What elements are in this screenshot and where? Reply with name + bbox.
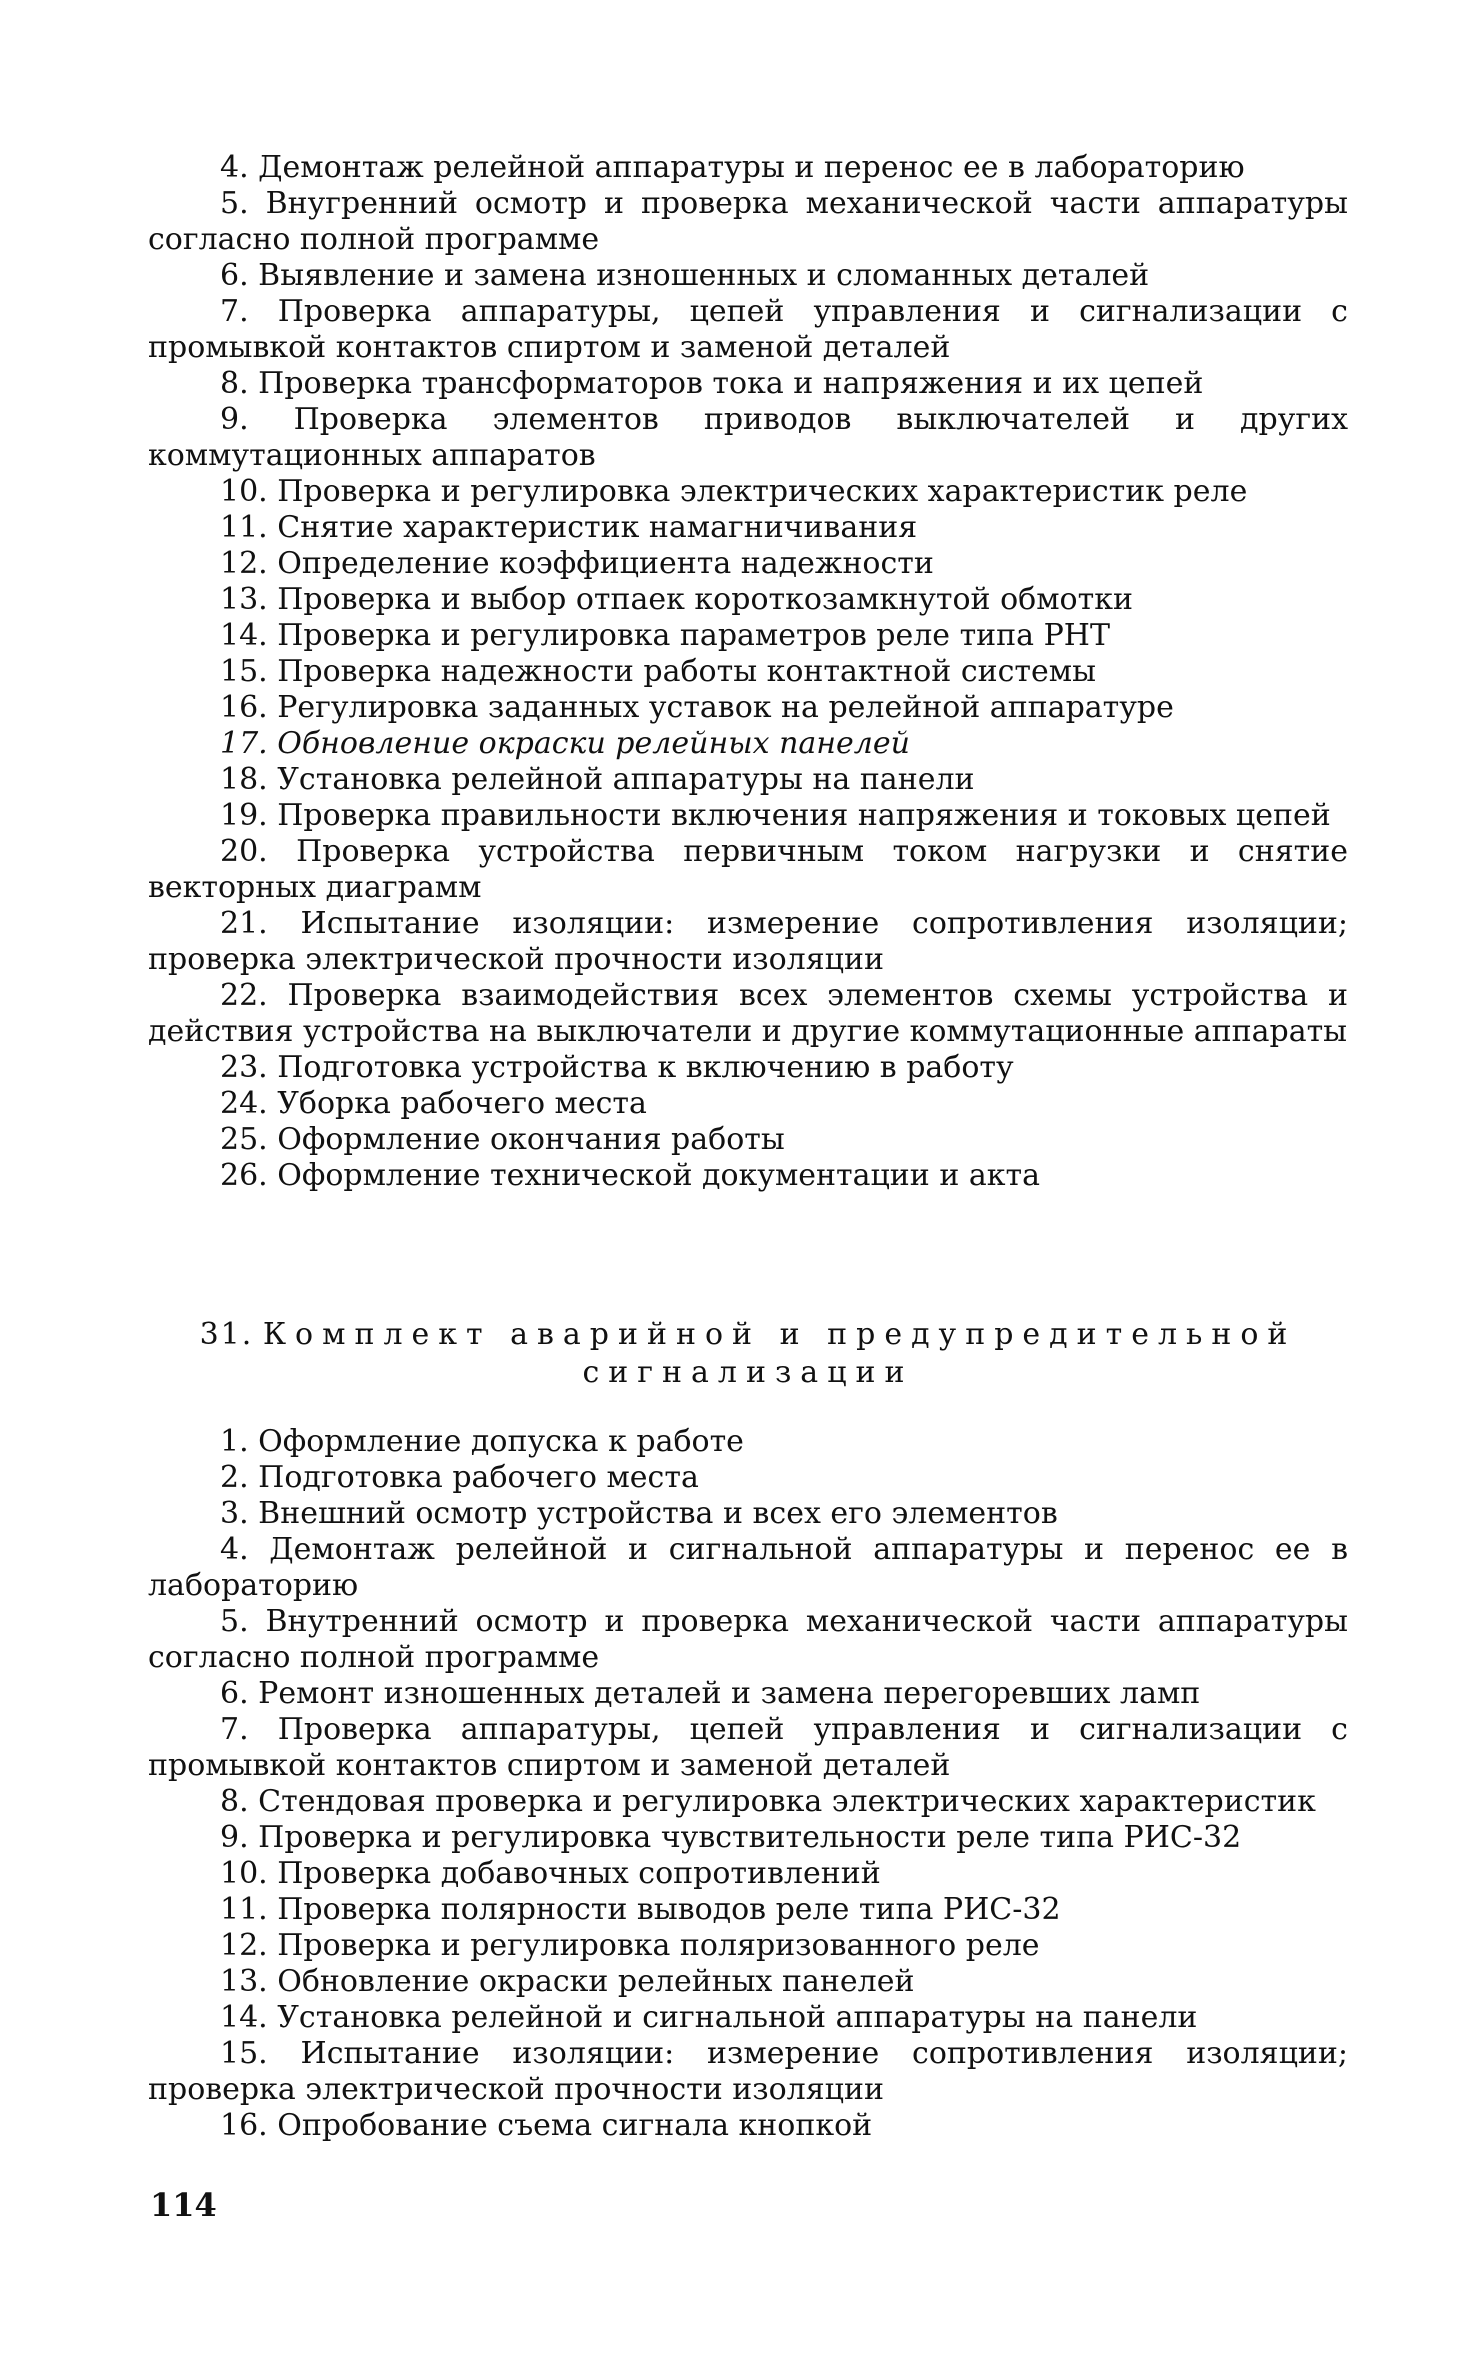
list-item: 4. Демонтаж релейной и сигнальной аппаратуры и перенос ее в лабораторию — [148, 1532, 1348, 1603]
list-item: 11. Проверка полярности выводов реле типа РИС-32 — [220, 1892, 1061, 1927]
list-item: 5. Внугренний осмотр и проверка механической части аппаратуры согласно полной программе — [148, 186, 1348, 257]
list-item: 7. Проверка аппаратуры, цепей управления и сигнализации с промывкой контактов спиртом и заменой деталей — [148, 294, 1348, 365]
top-procedure-list — [148, 150, 1348, 1194]
list-item: 9. Проверка элементов приводов выключателей и других коммутационных аппаратов — [148, 402, 1348, 473]
list-item: 2. Подготовка рабочего места — [220, 1460, 699, 1495]
list-item: 18. Установка релейной аппаратуры на панели — [220, 762, 975, 797]
list-item: 1. Оформление допуска к работе — [220, 1424, 744, 1459]
section-title-line1: Комплект аварийной и предупредительной — [262, 1317, 1297, 1352]
list-item: 10. Проверка и регулировка электрических характеристик реле — [220, 474, 1248, 509]
list-item: 14. Установка релейной и сигнальной аппаратуры на панели — [220, 2000, 1198, 2035]
list-item: 11. Снятие характеристик намагничивания — [220, 510, 918, 545]
list-item: 4. Демонтаж релейной аппаратуры и перенос ее в лабораторию — [220, 150, 1245, 185]
list-item: 8. Стендовая проверка и регулировка электрических характеристик — [220, 1784, 1316, 1819]
list-item: 15. Проверка надежности работы контактной системы — [220, 654, 1096, 689]
list-item: 6. Ремонт изношенных деталей и замена перегоревших ламп — [220, 1676, 1201, 1711]
section-number: 31. — [199, 1317, 254, 1352]
list-item: 17. Обновление окраски релейных панелей — [220, 726, 910, 761]
list-item: 6. Выявление и замена изношенных и сломанных деталей — [220, 258, 1150, 293]
list-item: 23. Подготовка устройства к включению в работу — [220, 1050, 1014, 1085]
list-item: 10. Проверка добавочных сопротивлений — [220, 1856, 881, 1891]
list-item: 5. Внутренний осмотр и проверка механической части аппаратуры согласно полной программе — [148, 1604, 1348, 1675]
list-item: 21. Испытание изоляции: измерение сопротивления изоляции; проверка электрической прочности изоляции — [148, 906, 1348, 977]
list-item: 12. Проверка и регулировка поляризованного реле — [220, 1928, 1040, 1963]
list-item: 8. Проверка трансформаторов тока и напряжения и их цепей — [220, 366, 1204, 401]
list-item: 3. Внешний осмотр устройства и всех его элементов — [220, 1496, 1058, 1531]
list-item: 19. Проверка правильности включения напряжения и токовых цепей — [220, 798, 1331, 833]
section-title-line2: сигнализации — [582, 1355, 914, 1390]
list-item: 25. Оформление окончания работы — [220, 1122, 785, 1157]
list-item: 16. Опробование съема сигнала кнопкой — [220, 2108, 873, 2143]
list-item: 13. Обновление окраски релейных панелей — [220, 1964, 915, 1999]
list-item: 15. Испытание изоляции: измерение сопротивления изоляции; проверка электрической прочности изоляции — [148, 2036, 1348, 2107]
list-item: 13. Проверка и выбор отпаек короткозамкнутой обмотки — [220, 582, 1133, 617]
list-item: 22. Проверка взаимодействия всех элементов схемы устройства и действия устройства на выключатели и другие коммутационные аппараты — [148, 978, 1348, 1049]
list-item: 12. Определение коэффициента надежности — [220, 546, 934, 581]
list-item: 7. Проверка аппаратуры, цепей управления и сигнализации с промывкой контактов спиртом и заменой деталей — [148, 1712, 1348, 1783]
list-item: 26. Оформление технической документации и акта — [220, 1158, 1040, 1193]
list-item: 24. Уборка рабочего места — [220, 1086, 647, 1121]
page-number: 114 — [150, 2186, 217, 2224]
section-heading — [148, 1316, 1348, 1392]
list-item: 14. Проверка и регулировка параметров реле типа РНТ — [220, 618, 1110, 653]
list-item: 20. Проверка устройства первичным током нагрузки и снятие векторных диаграмм — [148, 834, 1348, 905]
list-item: 16. Регулировка заданных уставок на релейной аппаратуре — [220, 690, 1174, 725]
bottom-procedure-list — [148, 1424, 1348, 2144]
section-heading-line1 — [148, 1316, 1348, 1354]
list-item: 9. Проверка и регулировка чувствительности реле типа РИС-32 — [220, 1820, 1242, 1855]
